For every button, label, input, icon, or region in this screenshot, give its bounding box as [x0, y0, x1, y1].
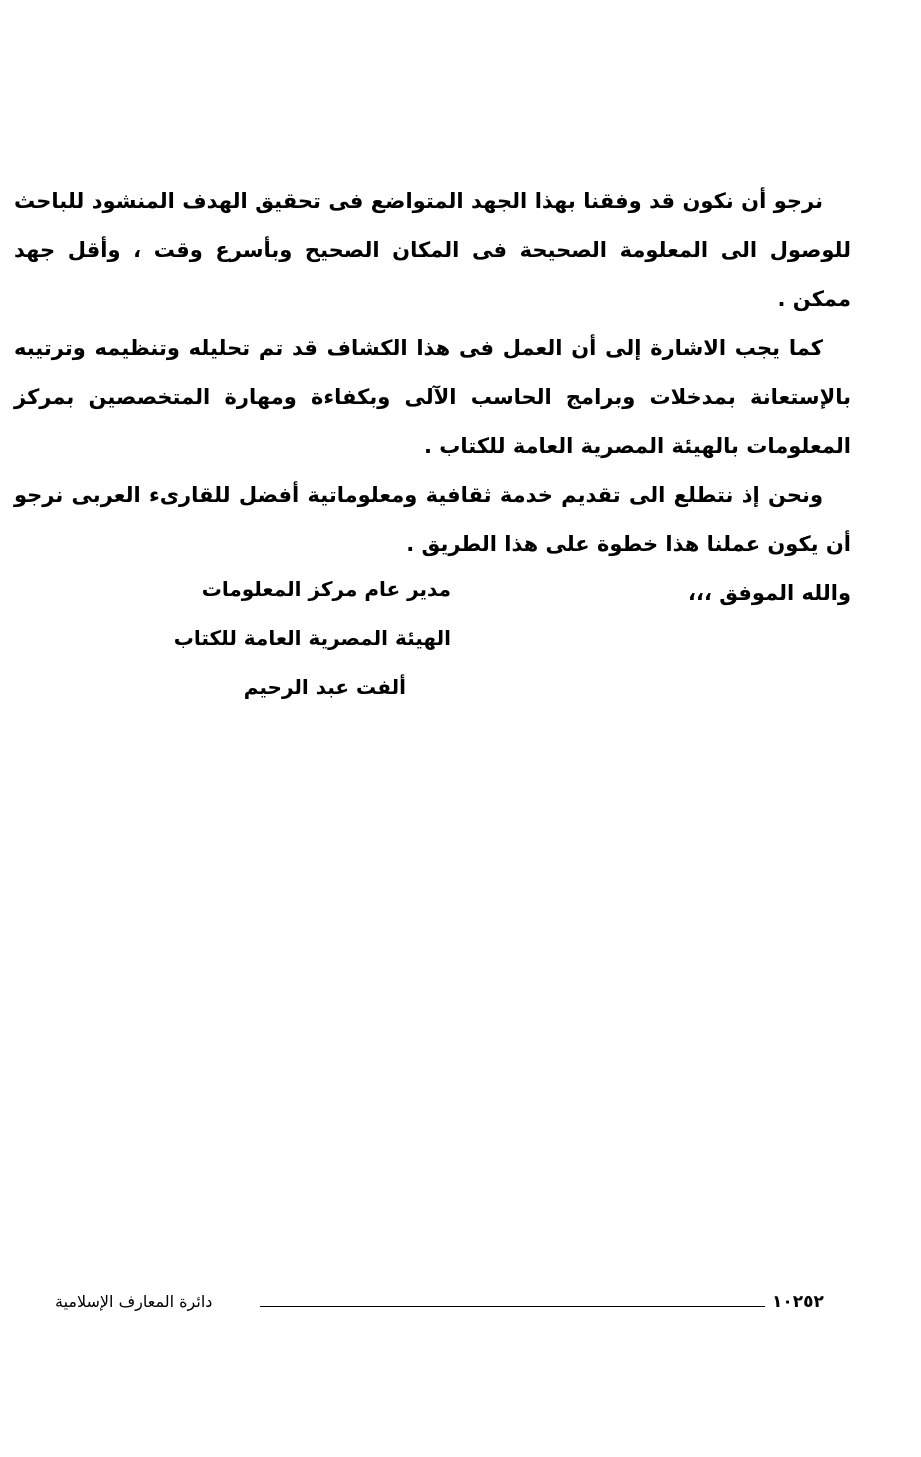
paragraph-aspiration: ونحن إذ نتطلع الى تقديم خدمة ثقافية ومعلوماتية أفضل للقارىء العربى نرجو أن يكون عملنا هذا خطوة على هذا الطريق . — [14, 483, 851, 556]
body-text — [14, 177, 851, 618]
signature-block — [151, 565, 451, 712]
signature-organization: الهيئة المصرية العامة للكتاب — [173, 626, 451, 650]
footer-publication-title: دائرة المعارف الإسلامية — [55, 1292, 213, 1311]
signature-name: ألفت عبد الرحيم — [243, 675, 406, 699]
signature-position-title: مدير عام مركز المعلومات — [201, 577, 451, 601]
closing-phrase: والله الموفق ،،، — [687, 581, 851, 605]
paragraph-methodology: كما يجب الاشارة إلى أن العمل فى هذا الكشاف قد تم تحليله وتنظيمه وترتيبه بالإستعانة بمدخلات وبرامج الحاسب الآلى وبكفاءة ومهارة المتخصصين بمركز المعلومات بالهيئة المصرية العامة للكتاب . — [14, 336, 851, 458]
footer-rule — [260, 1306, 765, 1307]
footer-page-number: ١٠٢٥٢ — [772, 1292, 824, 1312]
page-footer — [50, 1292, 830, 1322]
paragraph-intro: نرجو أن نكون قد وفقنا بهذا الجهد المتواضع فى تحقيق الهدف المنشود للباحث للوصول الى المعلومة الصحيحة فى المكان الصحيح وبأسرع وقت ، وأقل جهد ممكن . — [14, 189, 851, 311]
